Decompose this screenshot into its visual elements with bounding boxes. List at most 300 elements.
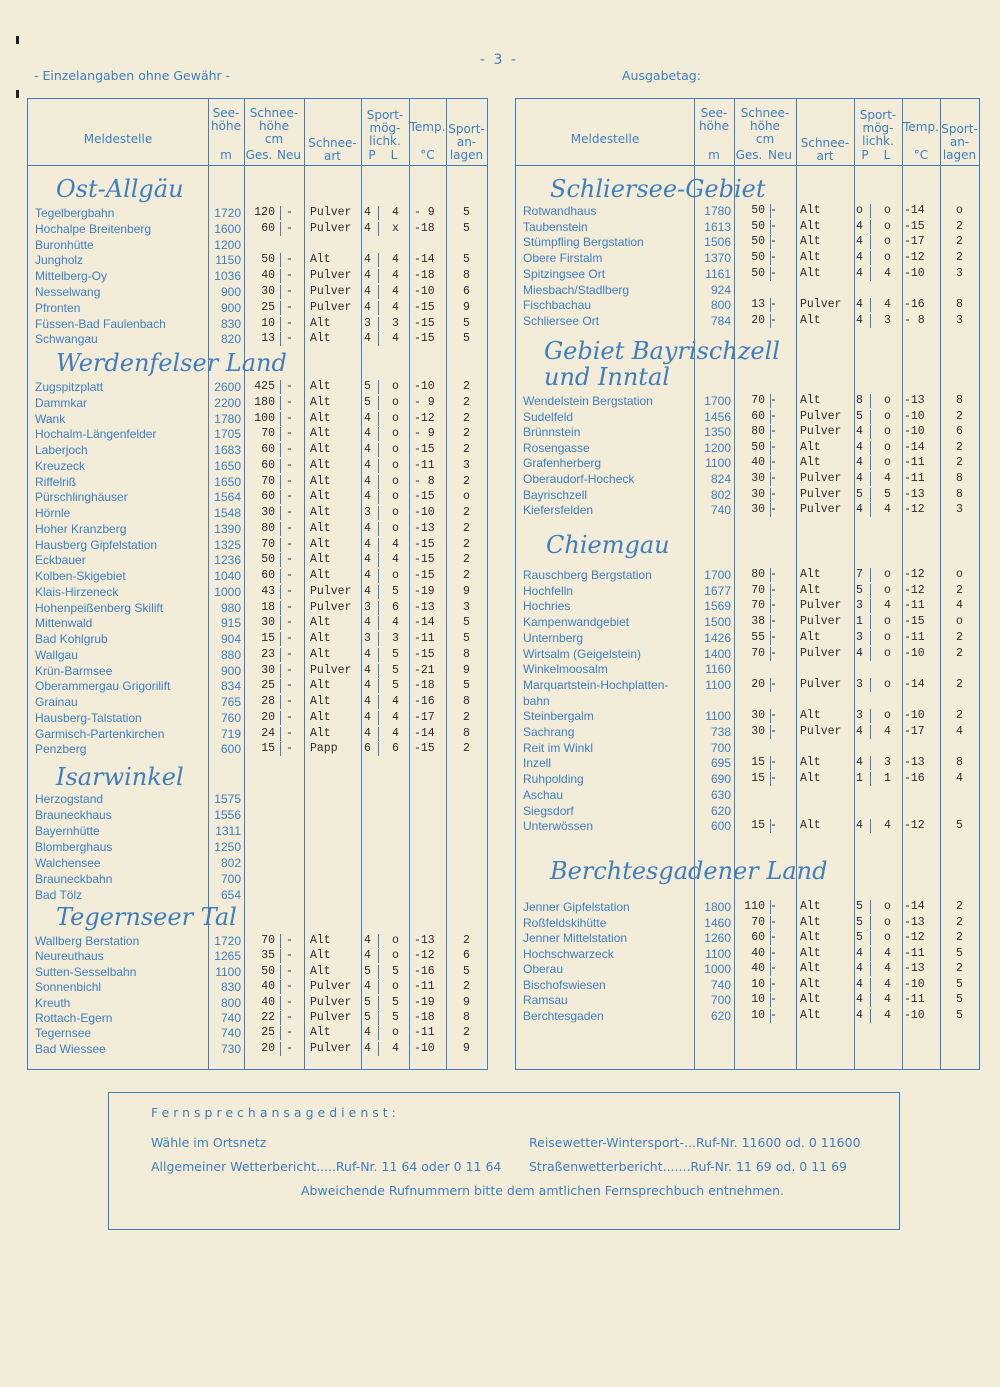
station-name: Sudelfeld (523, 409, 574, 424)
header-sportanlagen-text: an- (456, 135, 477, 149)
header-sportmoeglichkeit-text: lichk. (862, 134, 894, 148)
station-name: Bad Kohlgrub (35, 632, 108, 646)
table-row (28, 284, 487, 300)
sport-l: 6 (392, 600, 399, 614)
snow-total: 10 (751, 1008, 765, 1022)
snow-type: Alt (310, 458, 331, 472)
sport-p: 4 (364, 710, 371, 724)
sport-l: o (884, 709, 891, 723)
station-name: Brünnstein (523, 425, 581, 440)
snow-new: - (770, 204, 777, 217)
sport-l: 4 (884, 472, 891, 485)
sport-l: o (392, 490, 399, 504)
temperature: -11 (414, 458, 435, 472)
sport-p: 4 (364, 726, 371, 740)
footer-line1-right: Reisewetter-Wintersport-...Ruf-Nr. 11600 od. 0 11600 (529, 1135, 861, 1150)
sport-facilities: 2 (463, 569, 470, 582)
station-name: Mittenwald (35, 616, 93, 631)
header-seehoehe-unit (694, 149, 734, 162)
temperature: -14 (904, 677, 925, 691)
station-name: Kreuzeck (35, 458, 86, 473)
snow-type: Alt (310, 474, 331, 488)
right-header (516, 99, 979, 166)
elevation: 654 (220, 888, 241, 902)
station-name: Ramsau (523, 993, 568, 1007)
cell-divider (770, 678, 771, 692)
cell-divider (378, 616, 379, 630)
cell-divider (770, 993, 771, 1007)
station-name: Miesbach/Stadlberg (523, 282, 630, 297)
header-l-text: L (883, 148, 891, 162)
temperature: -15 (414, 537, 435, 551)
snow-type: Alt (800, 993, 821, 1006)
elevation: 1780 (704, 204, 731, 218)
sport-p: 4 (856, 425, 863, 439)
cell-divider (770, 425, 771, 439)
table-row (28, 237, 487, 253)
sport-l: o (884, 425, 891, 439)
sport-l: o (392, 506, 399, 519)
sport-p: 4 (364, 300, 371, 314)
sport-l: 4 (884, 977, 891, 991)
temperature: -13 (414, 600, 435, 614)
sport-p: 4 (364, 443, 371, 456)
cell-divider (870, 772, 871, 786)
sport-facilities: 3 (463, 458, 470, 472)
issue-date-label: Ausgabetag: (622, 68, 701, 83)
snow-type: Pulver (310, 269, 352, 283)
snow-type: Alt (310, 506, 331, 519)
cell-divider (280, 443, 281, 457)
temperature: -10 (904, 266, 925, 280)
cell-divider (378, 695, 379, 709)
sport-p: 3 (856, 599, 863, 613)
station-name: Nesselwang (35, 285, 101, 299)
station-name: Ruhpolding (523, 772, 584, 787)
snow-type: Alt (800, 772, 821, 786)
sport-p: 4 (856, 298, 863, 312)
station-name: Winkelmoosalm (523, 662, 608, 677)
header-schneeart (304, 137, 361, 163)
punch-mark (16, 36, 19, 44)
cell-divider (280, 679, 281, 693)
cell-divider (378, 522, 379, 536)
temperature: -14 (414, 616, 435, 630)
table-row (516, 297, 979, 313)
header-schneehoehe-text: Schnee- (740, 106, 790, 120)
header-sportmoeglichkeit (854, 109, 902, 148)
cell-divider (770, 931, 771, 945)
temperature: -15 (904, 615, 925, 629)
table-row (28, 647, 487, 663)
temperature: -12 (904, 583, 925, 597)
snow-total: 70 (261, 934, 275, 947)
header-schneehoehe-text: Schnee- (249, 106, 299, 120)
station-name: Siegsdorf (523, 803, 574, 818)
cell-divider (378, 285, 379, 299)
snow-new: - (770, 472, 777, 485)
snow-new: - (770, 266, 777, 280)
table-row (28, 995, 487, 1011)
snow-total: 30 (261, 663, 275, 677)
sport-p: 5 (364, 964, 371, 978)
temperature: -10 (904, 1008, 925, 1022)
snow-type: Pulver (310, 1041, 352, 1055)
elevation: 1350 (704, 425, 731, 440)
station-name: Marquartstein-Hochplatten- (523, 677, 669, 692)
sport-p: 4 (856, 456, 863, 470)
temperature: -11 (904, 456, 925, 470)
snow-new: - (770, 709, 777, 723)
cell-divider (280, 585, 281, 599)
sport-l: 4 (392, 537, 399, 551)
temperature: -14 (414, 726, 435, 740)
sport-facilities: 2 (463, 506, 470, 519)
snow-type: Alt (800, 931, 821, 944)
sport-p: 4 (364, 332, 371, 346)
section-title: Werdenfelser Land (56, 349, 287, 377)
snow-type: Alt (310, 427, 331, 441)
header-meldestelle (516, 133, 694, 146)
temperature: -10 (414, 285, 435, 298)
snow-total: 10 (751, 993, 765, 1006)
snow-total: 60 (261, 458, 275, 472)
snow-total: 18 (261, 600, 275, 614)
header-sportanlagen-text: Sport- (941, 122, 978, 136)
sport-p: 4 (364, 285, 371, 298)
temperature: - 9 (414, 206, 435, 219)
sport-l: 4 (884, 946, 891, 960)
elevation: 1575 (214, 792, 241, 806)
table-row (516, 583, 979, 599)
header-schneehoehe (244, 107, 304, 146)
table-row (28, 458, 487, 474)
cell-divider (770, 584, 771, 598)
snow-type: Alt (800, 756, 821, 770)
sport-facilities: o (463, 490, 470, 504)
sport-facilities: 9 (463, 300, 470, 314)
snow-type: Alt (800, 394, 821, 407)
sport-facilities: 6 (463, 949, 470, 963)
snow-new: - (286, 316, 293, 330)
sport-facilities: 2 (956, 235, 963, 249)
table-row (516, 740, 979, 756)
sport-facilities: 5 (463, 332, 470, 346)
snow-total: 35 (261, 949, 275, 963)
table-row (516, 487, 979, 503)
elevation: 1260 (704, 931, 731, 945)
table-row (516, 803, 979, 819)
cell-divider (770, 410, 771, 424)
snow-total: 40 (261, 980, 275, 994)
temperature: -19 (414, 995, 435, 1009)
sport-l: 4 (392, 285, 399, 298)
temperature: -14 (414, 253, 435, 267)
cell-divider (870, 314, 871, 328)
header-temp-unit-text: °C (913, 148, 929, 162)
sport-facilities: 2 (463, 380, 470, 393)
sport-p: 5 (856, 900, 863, 913)
cell-divider (280, 475, 281, 489)
snow-type: Alt (800, 900, 821, 913)
sport-l: 4 (884, 503, 891, 517)
snow-type: Alt (800, 568, 821, 581)
table-row (516, 677, 979, 693)
cell-divider (870, 647, 871, 661)
sport-facilities: 2 (956, 440, 963, 454)
temperature: -19 (414, 584, 435, 598)
snow-total: 13 (751, 298, 765, 312)
cell-divider (378, 253, 379, 267)
sport-facilities: 6 (956, 425, 963, 439)
table-row (28, 694, 487, 710)
table-row (28, 741, 487, 757)
sport-l: o (392, 427, 399, 441)
elevation: 1036 (214, 269, 241, 284)
sport-p: 5 (364, 395, 371, 409)
sport-l: 4 (392, 206, 399, 219)
snow-total: 70 (751, 646, 765, 660)
sport-l: 4 (392, 710, 399, 724)
snow-type: Alt (310, 949, 331, 963)
temperature: -18 (414, 221, 435, 235)
snow-type: Alt (800, 630, 821, 644)
sport-l: o (884, 235, 891, 249)
sport-facilities: 5 (956, 993, 963, 1006)
sport-l: 3 (884, 313, 891, 327)
snow-new: - (286, 380, 293, 393)
sport-l: o (884, 615, 891, 629)
snow-new: - (770, 725, 777, 738)
left-table (27, 98, 488, 1070)
snow-new: - (286, 553, 293, 567)
elevation: 900 (220, 663, 241, 678)
sport-p: 3 (364, 506, 371, 519)
snow-new: - (286, 1026, 293, 1040)
sport-facilities: 9 (463, 663, 470, 677)
elevation: 800 (710, 298, 731, 313)
snow-type: Pulver (800, 425, 842, 439)
snow-total: 50 (751, 219, 765, 233)
station-name: Eckbauer (35, 553, 86, 568)
cell-divider (378, 949, 379, 963)
sport-p: 4 (364, 695, 371, 708)
cell-divider (770, 394, 771, 408)
sport-p: 4 (364, 458, 371, 472)
right-table (515, 98, 980, 1070)
elevation: 1500 (704, 615, 731, 630)
header-temp-text: Temp. (903, 120, 939, 134)
sport-facilities: 5 (463, 206, 470, 219)
station-name: Inzell (523, 756, 552, 771)
table-row (28, 871, 487, 887)
sport-l: o (884, 219, 891, 233)
sport-facilities: 5 (956, 946, 963, 960)
temperature: -17 (414, 710, 435, 724)
snow-total: 80 (751, 425, 765, 439)
sport-facilities: 2 (956, 915, 963, 929)
sport-l: o (884, 456, 891, 470)
snow-new: - (286, 490, 293, 504)
header-schneehoehe-text: cm (264, 132, 284, 146)
sport-l: o (392, 458, 399, 472)
cell-divider (280, 1011, 281, 1025)
elevation: 600 (220, 742, 241, 757)
station-name: Hoher Kranzberg (35, 521, 127, 536)
snow-type: Pulver (800, 472, 842, 485)
snow-total: 50 (751, 440, 765, 454)
header-schneeart (796, 137, 854, 163)
table-row (28, 933, 487, 949)
sport-facilities: 5 (463, 632, 470, 645)
sport-p: 4 (856, 219, 863, 233)
station-name: Klais-Hirzeneck (35, 584, 119, 599)
sport-l: 5 (884, 487, 891, 501)
sport-facilities: 2 (956, 931, 963, 944)
sport-facilities: 2 (956, 677, 963, 691)
sport-p: 4 (364, 980, 371, 994)
station-name: Zugspitzplatt (35, 380, 104, 394)
snow-type: Pulver (800, 677, 842, 691)
station-name: Aschau (523, 787, 564, 802)
snow-type: Alt (310, 695, 331, 708)
elevation: 915 (220, 616, 241, 631)
snow-total: 30 (751, 709, 765, 723)
snow-type: Pulver (310, 300, 352, 314)
snow-total: 425 (254, 380, 275, 393)
snow-type: Alt (310, 553, 331, 567)
station-name: Wallgau (35, 647, 78, 662)
sport-p: 5 (856, 915, 863, 929)
snow-total: 43 (261, 584, 275, 598)
disclaimer: - Einzelangaben ohne Gewähr - (34, 68, 231, 83)
elevation: 1100 (705, 456, 731, 471)
table-row (516, 787, 979, 803)
snow-new: - (286, 537, 293, 551)
table-row (28, 537, 487, 553)
sport-l: 5 (392, 647, 399, 661)
cell-divider (770, 503, 771, 517)
station-name: Rotwandhaus (523, 204, 597, 218)
header-seehoehe-text: höhe (699, 119, 729, 133)
section-title: und Inntal (544, 363, 670, 391)
temperature: - 8 (414, 474, 435, 488)
sport-p: 3 (364, 316, 371, 330)
snow-new: - (286, 742, 293, 756)
snow-new: - (286, 474, 293, 488)
snow-type: Alt (800, 456, 821, 470)
sport-facilities: 9 (463, 995, 470, 1009)
sport-l: o (884, 440, 891, 454)
temperature: -12 (414, 411, 435, 425)
temperature: -13 (904, 915, 925, 929)
cell-divider (770, 916, 771, 930)
table-row (516, 630, 979, 646)
snow-new: - (770, 819, 777, 833)
snow-total: 60 (261, 221, 275, 235)
station-name: Kampenwandgebiet (523, 615, 630, 630)
header-sportmoeglichkeit-text: mög- (369, 121, 401, 135)
cell-divider (770, 756, 771, 770)
sport-p: 4 (364, 474, 371, 488)
table-row (516, 471, 979, 487)
elevation: 740 (710, 503, 731, 518)
snow-total: 50 (261, 553, 275, 567)
table-row (28, 411, 487, 427)
sport-l: 4 (884, 993, 891, 1006)
sport-l: 5 (392, 663, 399, 677)
station-name: Kiefersfelden (523, 503, 594, 518)
sport-p: 4 (364, 490, 371, 504)
cell-divider (280, 522, 281, 536)
snow-new: - (286, 710, 293, 724)
snow-type: Alt (800, 962, 821, 975)
footer-line2-right: Straßenwetterbericht.......Ruf-Nr. 11 69 od. 0 11 69 (529, 1159, 847, 1174)
section-title: Isarwinkel (56, 763, 184, 791)
snow-type: Alt (800, 709, 821, 723)
snow-type: Alt (310, 679, 331, 693)
table-row (516, 661, 979, 677)
left-header (28, 99, 487, 166)
elevation: 1456 (704, 409, 731, 424)
cell-divider (870, 631, 871, 645)
sport-l: 3 (392, 316, 399, 330)
table-row (28, 252, 487, 268)
elevation: 1506 (704, 235, 731, 250)
snow-type: Alt (800, 915, 821, 929)
snow-type: Pulver (310, 980, 352, 994)
station-name: Schwangau (35, 332, 98, 347)
sport-l: 4 (392, 553, 399, 567)
header-schneeart-text: art (324, 149, 341, 163)
sport-facilities: 2 (956, 709, 963, 723)
station-name: Sonnenbichl (35, 980, 102, 995)
cell-divider (378, 980, 379, 994)
temperature: -15 (414, 443, 435, 456)
sport-facilities: 2 (463, 521, 470, 535)
station-name: Hausberg Gipfelstation (35, 537, 158, 552)
cell-divider (280, 538, 281, 552)
snow-new: - (286, 616, 293, 630)
station-name: Hochalpe Breitenberg (35, 221, 152, 236)
header-temp-unit (409, 149, 446, 162)
temperature: -15 (904, 219, 925, 233)
header-sportanlagen-text: Sport- (448, 122, 485, 136)
snow-type: Alt (310, 380, 331, 393)
cell-divider (770, 709, 771, 723)
sport-p: 4 (856, 266, 863, 280)
snow-new: - (286, 726, 293, 740)
sport-facilities: o (956, 568, 963, 581)
header-ges (244, 149, 274, 162)
snow-new: - (286, 285, 293, 298)
snow-total: 60 (261, 443, 275, 456)
sport-p: 3 (364, 600, 371, 614)
header-temp-unit-text: °C (420, 148, 435, 162)
snow-type: Alt (310, 616, 331, 630)
elevation: 1370 (704, 251, 731, 266)
table-row (28, 678, 487, 694)
table-row (516, 771, 979, 787)
snow-new: - (286, 411, 293, 425)
sport-l: o (884, 583, 891, 597)
snow-new: - (770, 313, 777, 327)
snow-total: 25 (261, 300, 275, 314)
sport-facilities: 2 (956, 900, 963, 913)
station-name: Oberammergau Grigorilift (35, 679, 171, 694)
sport-facilities: 3 (956, 266, 963, 280)
snow-total: 15 (751, 756, 765, 770)
